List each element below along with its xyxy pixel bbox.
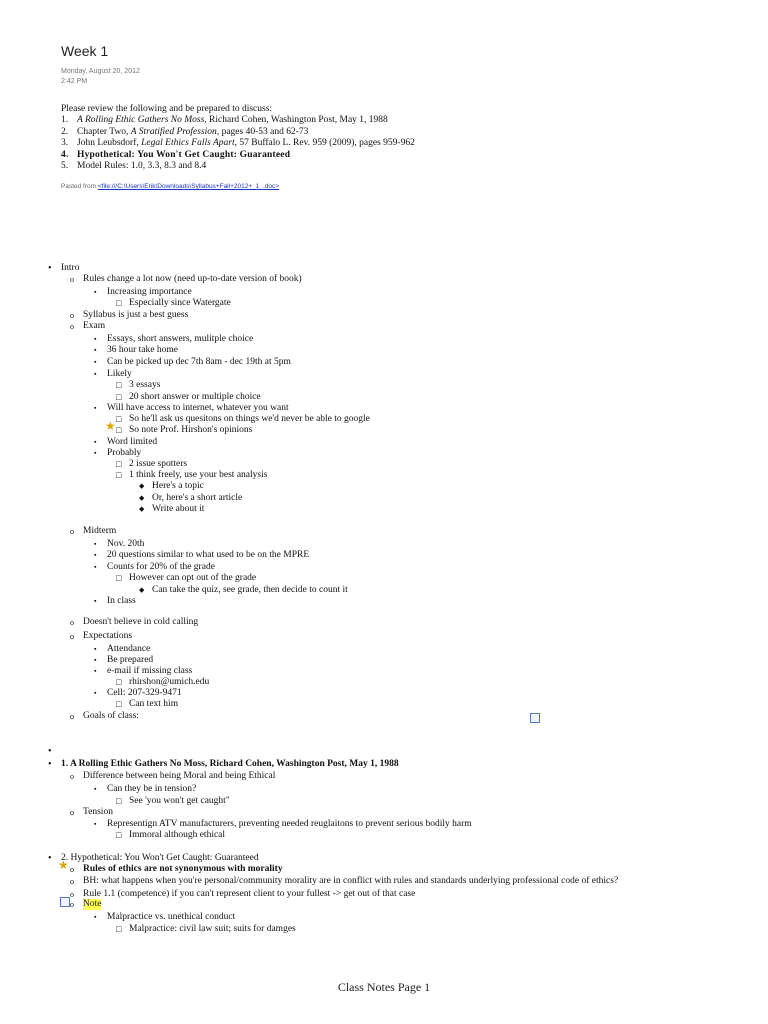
bullet-marker: ◆ <box>139 505 145 513</box>
bullet-marker: □ <box>116 470 122 480</box>
outline-item-text: Goals of class: <box>83 711 139 721</box>
outline-item-text: Can take the quiz, see grade, then decide to count it <box>152 585 348 595</box>
outline-item-text: Or, here's a short article <box>152 493 243 503</box>
bullet-marker: ▪ <box>94 335 97 343</box>
outline-item-text: 20 questions similar to what used to be on the MPRE <box>107 550 310 560</box>
outline-item-text: Intro <box>61 263 80 273</box>
item-title: Hypothetical: You Won't Get Caught: Guaranteed <box>77 149 291 160</box>
outline-item-text: Cell: 207-329-9471 <box>107 688 182 698</box>
intro-lead: Please review the following and be prepared to discuss: <box>61 104 273 114</box>
bullet-marker: o <box>70 877 74 886</box>
outline-item-text: 2. Hypothetical: You Won't Get Caught: Guaranteed <box>61 853 259 863</box>
outline-item-text: Tension <box>83 807 113 817</box>
outline-item-text: Likely <box>107 369 132 379</box>
item-number: 1. <box>61 115 69 126</box>
outline-item-text: 20 short answer or multiple choice <box>129 392 261 402</box>
bullet-marker: o <box>70 275 74 284</box>
intro-item <box>61 138 415 149</box>
outline-item-text: 1. A Rolling Ethic Gathers No Moss, Richard Cohen, Washington Post, May 1, 1988 <box>61 759 399 769</box>
bullet-marker: • <box>48 746 52 757</box>
intro-item <box>61 127 415 138</box>
outline-item-text: Here's a topic <box>152 481 204 491</box>
outline-item-text: Attendance <box>107 644 151 654</box>
bullet-marker: • <box>48 853 52 864</box>
outline-item-text: Syllabus is just a best guess <box>83 310 189 320</box>
intro-item <box>61 150 415 161</box>
outline-item-text: Malpractice: civil law suit; suits for damges <box>129 924 296 934</box>
bullet-marker: o <box>70 311 74 320</box>
outline-item-text: Counts for 20% of the grade <box>107 562 215 572</box>
bullet-marker: ▪ <box>94 913 97 921</box>
outline-item-text: However can opt out of the grade <box>129 573 257 583</box>
outline-item-text: BH: what happens when you're personal/community morality are in conflict with rules and standards underlying professional code of ethics? <box>83 876 619 886</box>
outline-item-text: Can they be in tension? <box>107 784 197 794</box>
outline-item-text: Will have access to internet, whatever you want <box>107 403 289 413</box>
outline-item-text: See 'you won't get caught" <box>129 796 230 806</box>
bullet-marker: ▪ <box>94 449 97 457</box>
outline-item-text: Word limited <box>107 437 158 447</box>
item-title: A Stratified Profession, <box>130 126 220 137</box>
outline-item-text: rhirshon@umich.edu <box>129 677 210 687</box>
outline-item-text: Representign ATV manufacturers, preventing needed reuglaitons to prevent serious bodily harm <box>107 819 472 829</box>
outline-item-text: Midterm <box>83 526 117 536</box>
item-title: A Rolling Ethic Gathers No Moss, <box>77 115 207 126</box>
item-detail: Model Rules: 1.0, 3.3, 8.3 and 8.4 <box>77 161 207 172</box>
outline-item-text: Malpractice vs. unethical conduct <box>107 912 236 922</box>
outline-item-text: Can be picked up dec 7th 8am - dec 19th at 5pm <box>107 357 291 367</box>
pasted-label: Pasted from <box>61 183 98 190</box>
bullet-marker: ◆ <box>139 494 145 502</box>
bullet-marker: ▪ <box>94 645 97 653</box>
outline-item-text: 2 issue spotters <box>129 459 188 469</box>
outline-item-text: 1 think freely, use your best analysis <box>129 470 268 480</box>
bullet-marker: □ <box>116 699 122 709</box>
bullet-marker: o <box>70 890 74 899</box>
bullet-marker: o <box>70 322 74 331</box>
bullet-marker: o <box>70 865 74 874</box>
intro-item <box>61 115 415 126</box>
page-date: Monday, August 20, 2012 <box>61 68 140 75</box>
outline-item-text: Immoral although ethical <box>129 830 226 840</box>
bullet-marker: □ <box>116 573 122 583</box>
item-prefix: Chapter Two, <box>77 126 131 137</box>
bullet-marker: o <box>70 527 74 536</box>
outline-item-text: Rules change a lot now (need up-to-date version of book) <box>83 274 302 284</box>
outline-item-text: Write about it <box>152 504 205 514</box>
bullet-marker: □ <box>116 425 122 435</box>
intro-item <box>61 161 415 172</box>
bullet-marker: □ <box>116 298 122 308</box>
outline-item-text: Difference between being Moral and being Ethical <box>83 771 276 781</box>
bullet-marker: o <box>70 772 74 781</box>
item-number: 4. <box>61 149 69 160</box>
bullet-marker: o <box>70 632 74 641</box>
item-number: 3. <box>61 138 69 149</box>
bullet-marker: □ <box>116 796 122 806</box>
outline-item-text: So note Prof. Hirshon's opinions <box>129 425 253 435</box>
bullet-marker: ◆ <box>139 586 145 594</box>
outline-item-text: Probably <box>107 448 142 458</box>
bullet-marker: ▪ <box>94 656 97 664</box>
bullet-marker: ▪ <box>94 346 97 354</box>
outline-item-text: Increasing importance <box>107 287 192 297</box>
bullet-marker: □ <box>116 392 122 402</box>
outline-item-text: Nov. 20th <box>107 539 145 549</box>
outline-item-text: e-mail if missing class <box>107 666 193 676</box>
page-title: Week 1 <box>61 43 109 59</box>
bullet-marker: • <box>48 263 52 274</box>
bullet-marker: □ <box>116 414 122 424</box>
outline-item-text: 3 essays <box>129 380 161 390</box>
item-title: Legal Ethics Falls Apart, <box>141 138 238 149</box>
bullet-marker: ▪ <box>94 540 97 548</box>
bullet-marker: □ <box>116 924 122 934</box>
bullet-marker: ▪ <box>94 785 97 793</box>
item-number: 2. <box>61 126 69 137</box>
bullet-marker: ▪ <box>94 551 97 559</box>
star-tag-icon[interactable]: ★ <box>105 419 116 433</box>
outline-item-text: Especially since Watergate <box>129 298 231 308</box>
item-detail: Richard Cohen, Washington Post, May 1, 1988 <box>206 115 388 126</box>
bullet-marker: • <box>48 759 52 770</box>
bullet-marker: ▪ <box>94 438 97 446</box>
outline-item-text: Note <box>83 899 102 909</box>
outline-item-text: Rules of ethics are not synonymous with morality <box>83 864 283 874</box>
bullet-marker: ◆ <box>139 482 145 490</box>
outline-item-text: In class <box>107 596 136 606</box>
outline-item-text: Rule 1.1 (competence) if you can't represent client to your fullest -> get out of that case <box>83 889 416 899</box>
bullet-marker: □ <box>116 677 122 687</box>
bullet-marker: □ <box>116 459 122 469</box>
bullet-marker: o <box>70 808 74 817</box>
star-tag-icon[interactable]: ★ <box>58 858 69 872</box>
outline-item-text: Can text him <box>129 699 179 709</box>
item-prefix: John Leubsdorf, <box>77 138 142 149</box>
outline-item-text: Exam <box>83 321 106 331</box>
bullet-marker: ▪ <box>94 563 97 571</box>
bullet-marker: ▪ <box>94 820 97 828</box>
outline-item-text: Doesn't believe in cold calling <box>83 617 199 627</box>
bullet-marker: □ <box>116 380 122 390</box>
bullet-marker: □ <box>116 830 122 840</box>
outline-item-text: Expectations <box>83 631 133 641</box>
bullet-marker: ▪ <box>94 667 97 675</box>
pasted-link[interactable]: <file:///C:\Users\Erik\Downloads\Syllabus+Fall+2012+_1_.doc> <box>97 183 280 190</box>
outline-item-text: Be prepared <box>107 655 154 665</box>
bullet-marker: ▪ <box>94 597 97 605</box>
item-detail: 57 Buffalo L. Rev. 959 (2009), pages 959-962 <box>237 138 415 149</box>
bullet-marker: o <box>70 712 74 721</box>
outline-item-text: Essays, short answers, mulitple choice <box>107 334 254 344</box>
bullet-marker: ▪ <box>94 689 97 697</box>
bullet-marker: o <box>70 900 74 909</box>
outline-item-text: 36 hour take home <box>107 345 178 355</box>
bullet-marker: o <box>70 618 74 627</box>
bullet-marker: ▪ <box>94 288 97 296</box>
reading-assignment <box>61 104 415 172</box>
bullet-marker: ▪ <box>94 404 97 412</box>
page-footer: Class Notes Page 1 <box>337 980 431 994</box>
todo-checkbox-icon[interactable] <box>60 897 70 907</box>
todo-checkbox-icon[interactable] <box>530 713 540 723</box>
item-detail: pages 40-53 and 62-73 <box>219 126 309 137</box>
item-number: 5. <box>61 161 69 172</box>
bullet-marker: ▪ <box>94 358 97 366</box>
bullet-marker: ▪ <box>94 370 97 378</box>
page-time: 2:42 PM <box>61 78 88 85</box>
outline-item-text: So he'll ask us quesitons on things we'd never be able to google <box>129 414 370 424</box>
pasted-from <box>61 183 279 190</box>
